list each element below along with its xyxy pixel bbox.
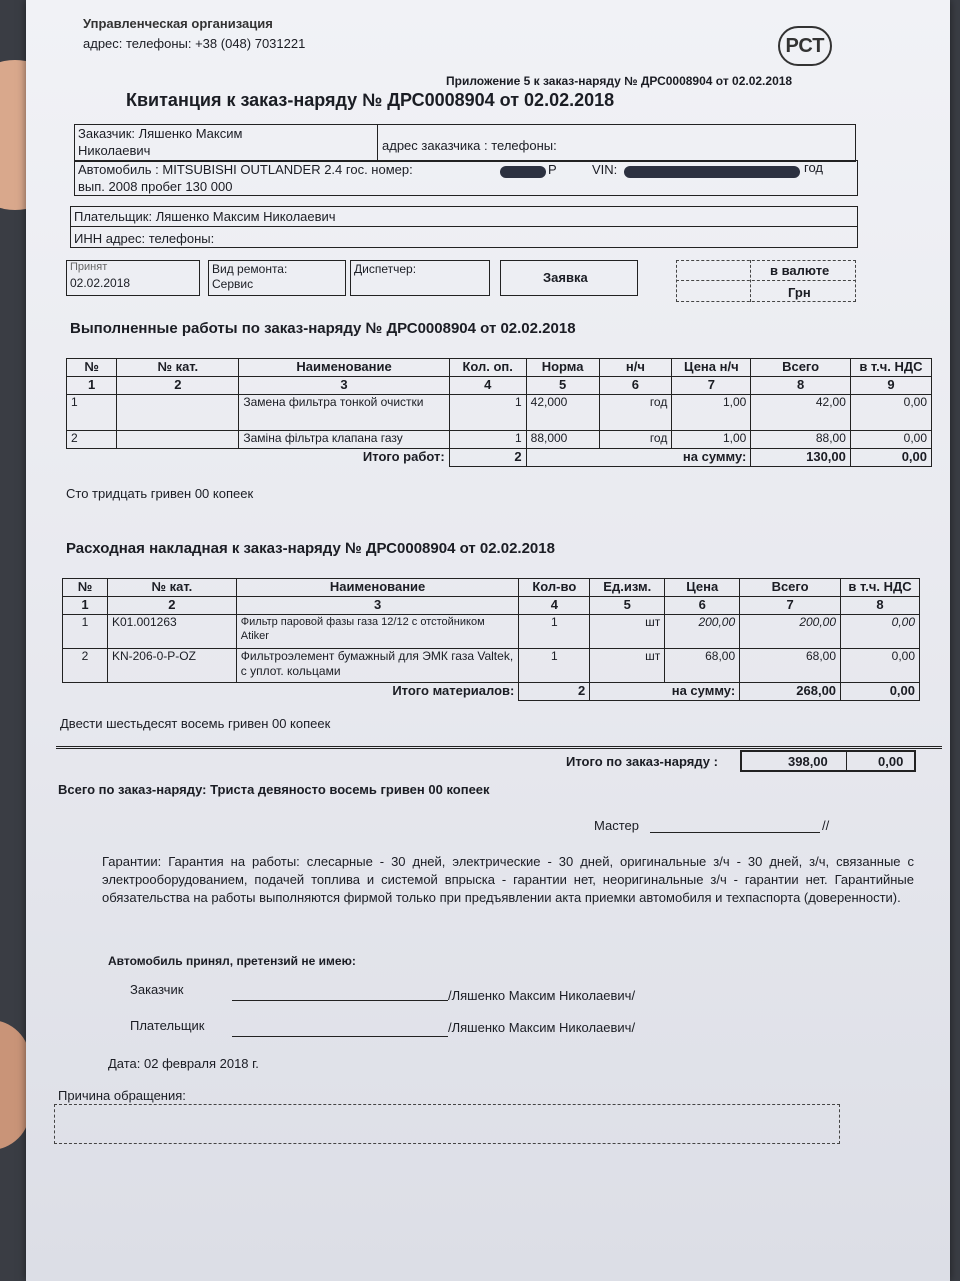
grand-total-value: 398,00 [788,754,828,769]
works-total-label: Итого работ: [362,449,445,464]
master-label: Мастер [594,818,639,833]
car-year-label: год [804,160,823,175]
works-col-total: Всего [751,359,851,377]
works-num-2: 2 [117,377,239,395]
plate-redaction [500,166,546,178]
materials-row1-name: Фильтр паровой фазы газа 12/12 с отстойником Atiker [236,615,519,649]
works-num-1: 1 [67,377,117,395]
works-num-3: 3 [239,377,449,395]
materials-col-name: Наименование [236,579,519,597]
materials-col-total: Всего [740,579,841,597]
materials-num-7: 7 [740,597,841,615]
materials-col-price: Цена [665,579,740,597]
accepted-label: Принят [70,261,108,273]
materials-total-qty: 2 [519,683,590,701]
dispatcher-label: Диспетчер: [354,262,417,276]
grand-total-vat: 0,00 [878,754,904,769]
works-numbers-row [67,377,932,395]
table-row [63,615,920,649]
car-line2: вып. 2008 пробег 130 000 [78,179,233,194]
accepted-date: 02.02.2018 [70,276,131,290]
works-row1-vat: 0,00 [850,395,931,431]
org-name: Управленческая организация [83,16,273,31]
customer-name-line1: Заказчик: Ляшенко Максим [78,126,243,141]
works-col-price: Цена н/ч [672,359,751,377]
table-row [63,649,920,683]
materials-row2-cat: KN-206-0-P-OZ [107,649,236,683]
repair-type-label: Вид ремонта: [212,262,288,276]
payer-details: ИНН адрес: телефоны: [74,231,215,246]
materials-row2-qty: 1 [519,649,590,683]
works-in-words: Сто тридцать гривен 00 копеек [66,486,254,501]
works-row1-n: 1 [67,395,117,431]
materials-row1-cat: K01.001263 [107,615,236,649]
works-total-row [67,449,932,467]
grand-in-words: Всего по заказ-наряду: Триста девяносто восемь гривен 00 копеек [58,782,490,797]
master-end: // [822,818,830,833]
materials-col-cat: № кат. [107,579,236,597]
currency-vdivider [750,260,751,302]
materials-row1-qty: 1 [519,615,590,649]
customer-name-line2: Николаевич [78,143,151,158]
grand-total-divider [846,750,847,772]
customer-sign-name: /Ляшенко Максим Николаевич/ [448,988,636,1003]
materials-row2-total: 68,00 [740,649,841,683]
materials-num-1: 1 [63,597,108,615]
master-sign-line [650,832,820,833]
works-num-7: 7 [672,377,751,395]
car-plate-tail: P [548,162,557,177]
materials-row2-n: 2 [63,649,108,683]
materials-num-8: 8 [841,597,920,615]
payer-sign-name: /Ляшенко Максим Николаевич/ [448,1020,636,1035]
materials-num-3: 3 [236,597,519,615]
materials-total-label: Итого материалов: [392,683,515,698]
materials-row1-price: 200,00 [665,615,740,649]
works-row1-price: 1,00 [672,395,751,431]
works-num-4: 4 [449,377,526,395]
works-row2-norm: 88,000 [526,431,599,449]
materials-row2-unit: шт [590,649,665,683]
works-num-5: 5 [526,377,599,395]
works-row2-cat [117,431,239,449]
materials-sum-label: на сумму: [590,683,740,701]
materials-row1-total: 200,00 [740,615,841,649]
repair-type-value: Сервис [212,277,254,291]
materials-total-row [63,683,920,701]
materials-col-vat: в т.ч. НДС [841,579,920,597]
org-contacts: адрес: телефоны: +38 (048) 7031221 [83,36,306,51]
appendix-note: Приложение 5 к заказ-наряду № ДРС0008904 от 02.02.2018 [446,74,793,88]
materials-num-4: 4 [519,597,590,615]
materials-sum-vat: 0,00 [841,683,920,701]
works-num-6: 6 [599,377,672,395]
works-sum-total: 130,00 [751,449,851,467]
works-row2-qty: 1 [449,431,526,449]
works-col-norm: Норма [526,359,599,377]
materials-row1-vat: 0,00 [841,615,920,649]
works-col-qty: Кол. оп. [449,359,526,377]
works-sum-label: на сумму: [526,449,751,467]
rst-logo-icon: РСТ [778,26,832,66]
materials-sum-total: 268,00 [740,683,841,701]
works-row2-unit: год [599,431,672,449]
works-row2-total: 88,00 [751,431,851,449]
materials-col-n: № [63,579,108,597]
materials-col-qty: Кол-во [519,579,590,597]
works-row1-unit: год [599,395,672,431]
currency-divider [676,280,856,281]
materials-col-unit: Ед.изм. [590,579,665,597]
materials-num-5: 5 [590,597,665,615]
page-title: Квитанция к заказ-наряду № ДРС0008904 от 02.02.2018 [126,90,615,110]
works-num-8: 8 [751,377,851,395]
works-row1-name: Замена фильтра тонкой очистки [239,395,449,431]
works-title: Выполненные работы по заказ-наряду № ДРС0008904 от 02.02.2018 [70,320,576,337]
works-row1-cat [117,395,239,431]
materials-title: Расходная накладная к заказ-наряду № ДРС0008904 от 02.02.2018 [66,540,555,557]
works-total-qty: 2 [449,449,526,467]
materials-header-row [63,579,920,597]
warranty-text: Гарантии: Гарантия на работы: слесарные - 30 дней, электрические - 30 дней, оригинальные з/ч - 30 дней, з/ч, связанные с электрооборудованием, подачей топлива и системой впрыска - гарантии нет, неоригинальные з/ч - гарантии нет. Гарантийные обязательства на работы выполняются фирмой только при предъявлении акта приемки автомобиля и техпаспорта (доверенности). [102,854,914,905]
works-row1-norm: 42,000 [526,395,599,431]
works-col-name: Наименование [239,359,449,377]
currency-value: Грн [788,285,811,300]
vin-redaction [624,166,800,178]
document-date: Дата: 02 февраля 2018 г. [108,1056,259,1071]
works-col-cat: № кат. [117,359,239,377]
customer-sign-line [232,1000,448,1001]
payer-divider [70,226,858,227]
reason-label: Причина обращения: [58,1088,186,1103]
car-vin-label: VIN: [592,162,618,177]
works-row2-name: Заміна фільтра клапана газу [239,431,449,449]
materials-numbers-row [63,597,920,615]
works-header-row [67,359,932,377]
materials-row1-n: 1 [63,615,108,649]
works-row2-vat: 0,00 [850,431,931,449]
materials-row2-price: 68,00 [665,649,740,683]
currency-label: в валюте [770,263,830,278]
materials-num-2: 2 [107,597,236,615]
materials-in-words: Двести шестьдесят восемь гривен 00 копеек [60,716,331,731]
works-col-unit: н/ч [599,359,672,377]
grand-divider [56,746,942,749]
table-row [67,431,932,449]
materials-num-6: 6 [665,597,740,615]
customer-address: адрес заказчика : телефоны: [382,138,557,153]
works-row2-n: 2 [67,431,117,449]
car-line1: Автомобиль : MITSUBISHI OUTLANDER 2.4 гос. номер: [78,162,413,177]
payer-sign-line [232,1036,448,1037]
materials-row2-name: Фильтроэлемент бумажный для ЭМК газа Valtek, с уплот. кольцами [236,649,519,683]
works-sum-vat: 0,00 [850,449,931,467]
payer-sign-label: Плательщик [130,1018,205,1033]
grand-total-label: Итого по заказ-наряду : [566,754,718,769]
works-col-n: № [67,359,117,377]
materials-row1-unit: шт [590,615,665,649]
works-row2-price: 1,00 [672,431,751,449]
payer-name: Плательщик: Ляшенко Максим Николаевич [74,209,336,224]
works-table [66,358,932,467]
request-label: Заявка [543,270,588,285]
works-row1-qty: 1 [449,395,526,431]
materials-table [62,578,920,701]
works-col-vat: в т.ч. НДС [850,359,931,377]
acceptance-note: Автомобиль принял, претензий не имею: [108,954,356,968]
works-num-9: 9 [850,377,931,395]
receipt-sheet [26,0,950,1281]
materials-row2-vat: 0,00 [841,649,920,683]
works-row1-total: 42,00 [751,395,851,431]
table-row [67,395,932,431]
reason-box [54,1104,840,1144]
customer-sign-label: Заказчик [130,982,184,997]
